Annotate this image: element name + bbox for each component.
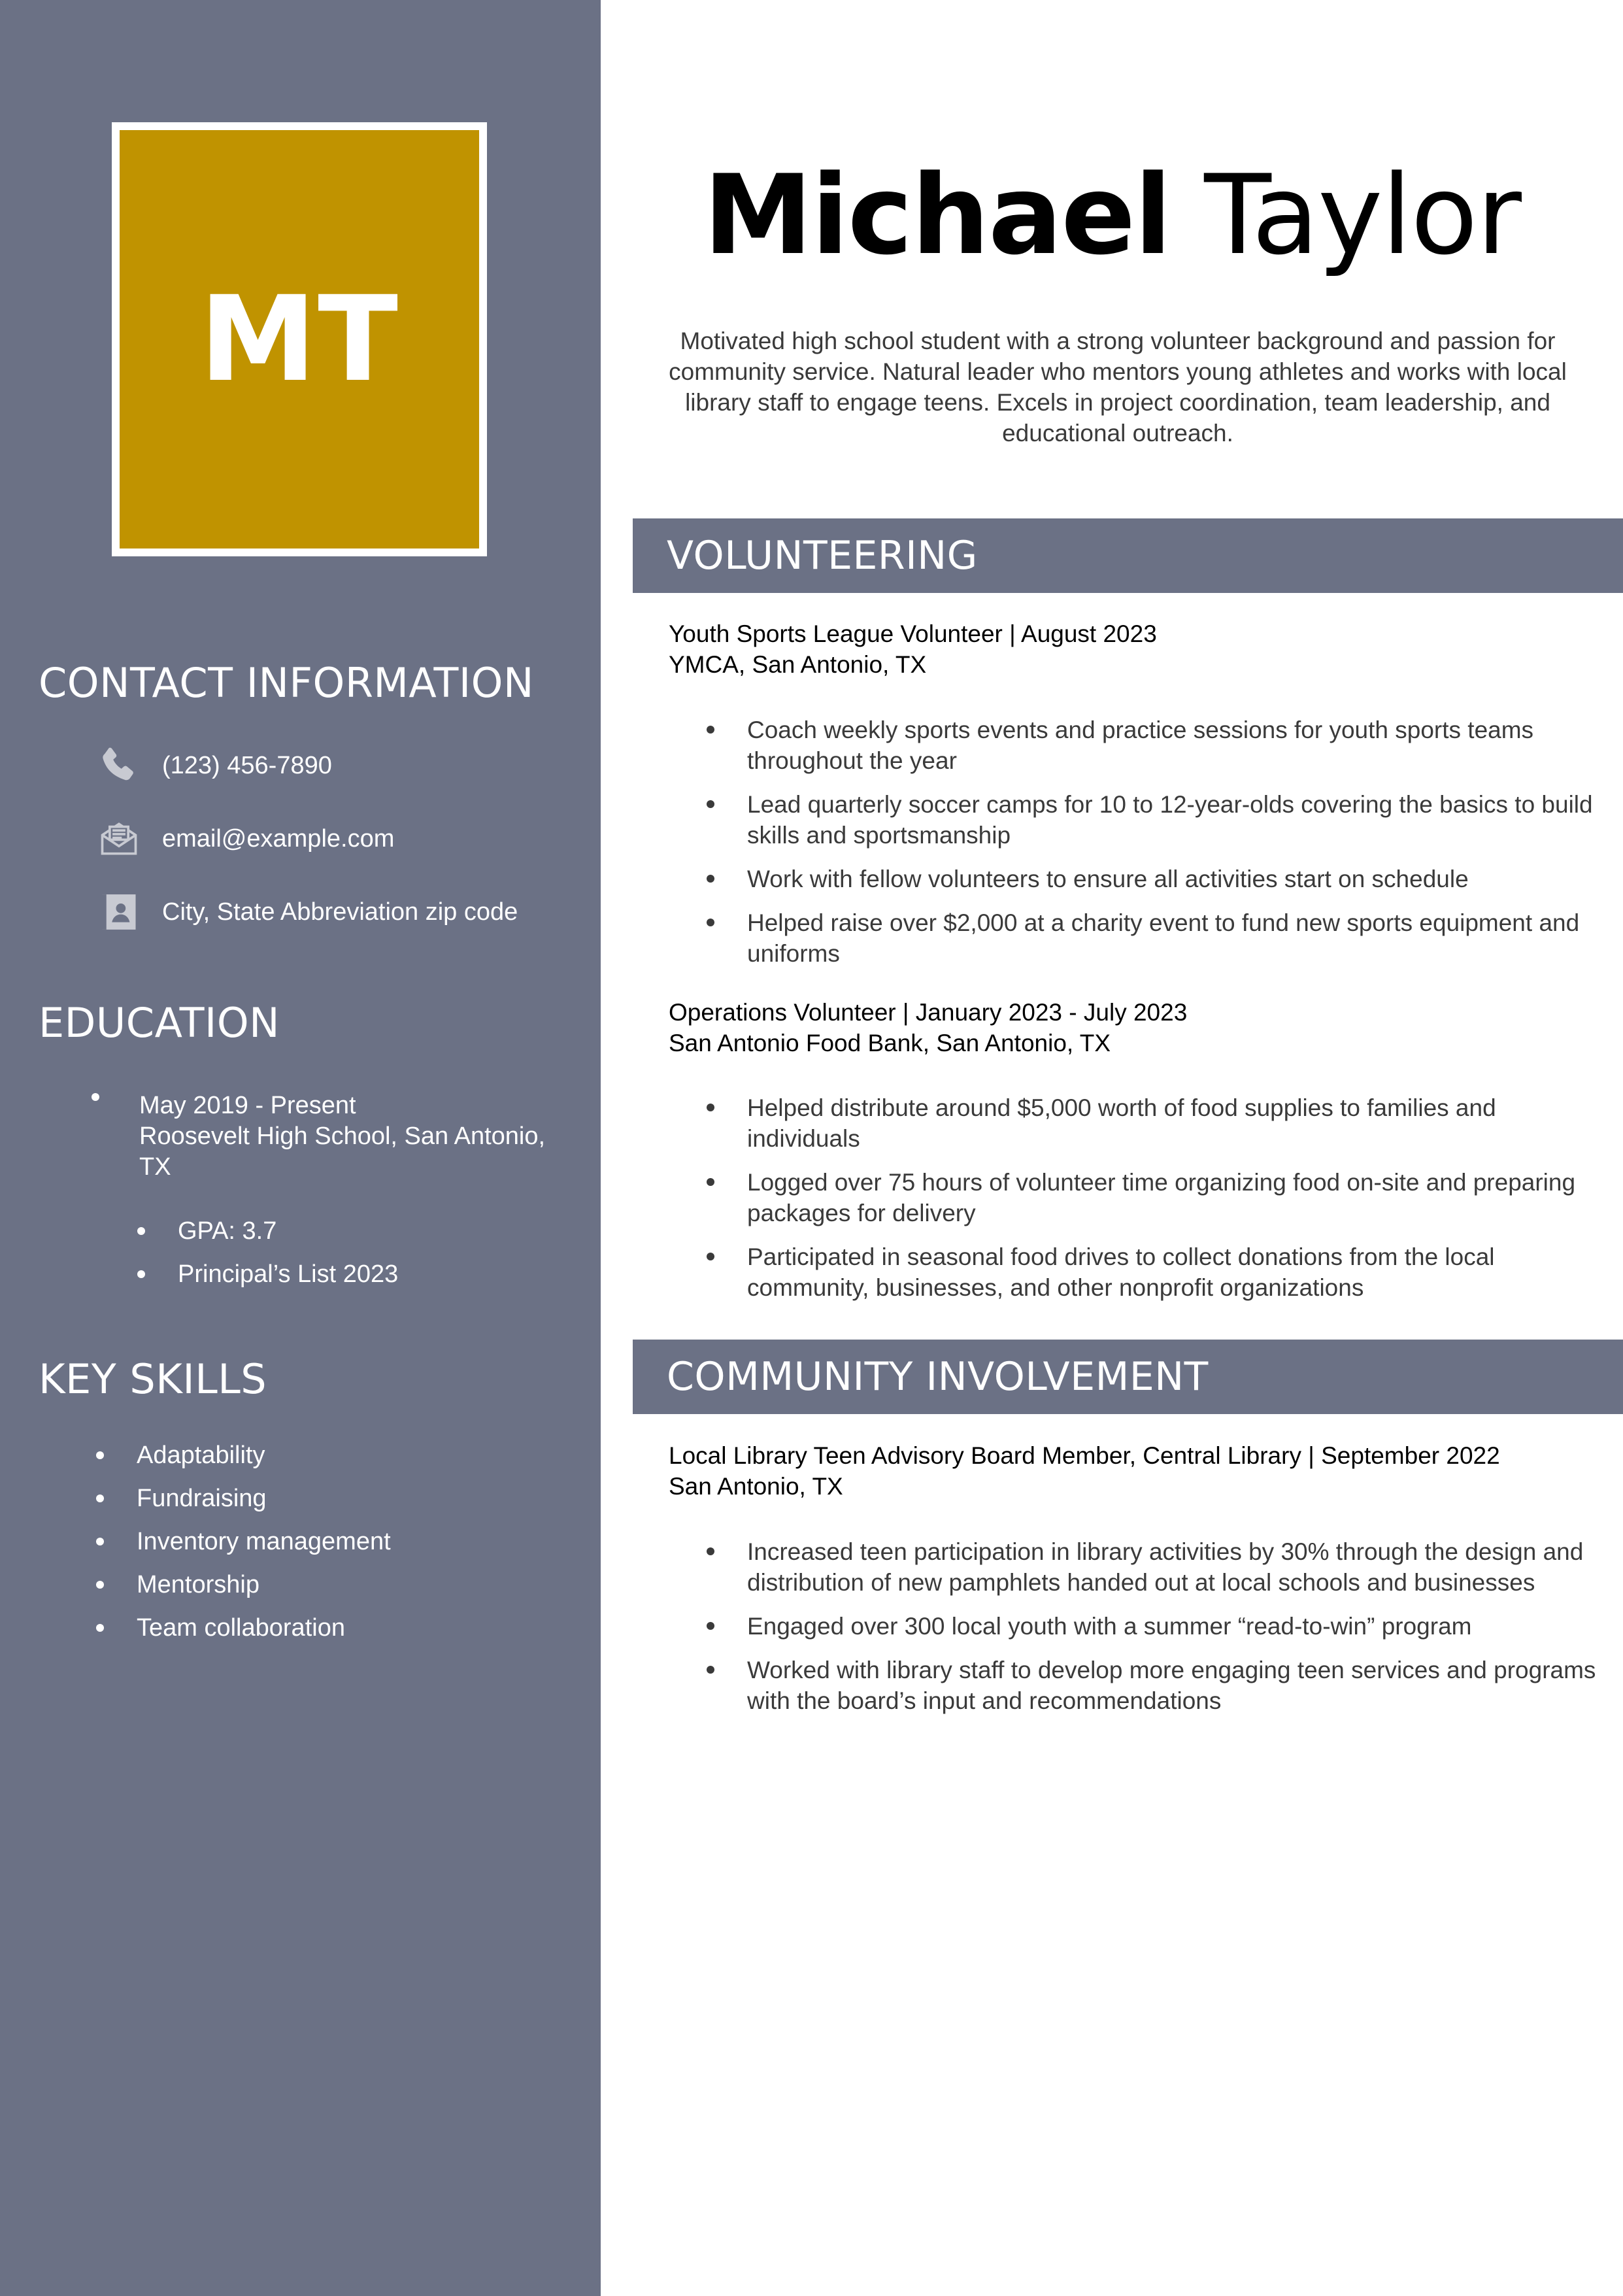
honor-text: Principal’s List 2023 <box>178 1260 399 1288</box>
education-dates: May 2019 - Present <box>139 1092 356 1119</box>
education-heading: EDUCATION <box>39 999 280 1047</box>
job-location: YMCA, San Antonio, TX <box>669 651 927 678</box>
job-bullets <box>669 1092 1597 1316</box>
education-entry <box>92 1090 571 1183</box>
skill-text: Inventory management <box>137 1528 391 1555</box>
contact-address <box>97 890 518 934</box>
skill-text: Mentorship <box>137 1571 259 1598</box>
email-text: email@example.com <box>162 824 395 853</box>
job-header <box>669 618 1597 680</box>
job-location: San Antonio Food Bank, San Antonio, TX <box>669 1030 1111 1056</box>
skill-text: Fundraising <box>137 1485 267 1512</box>
address-text: City, State Abbreviation zip code <box>162 898 518 926</box>
list-item: Logged over 75 hours of volunteer time organizing food on-site and preparing packages for delivery <box>669 1167 1597 1228</box>
list-item: Participated in seasonal food drives to collect donations from the local community, businesses, and other nonprofit organizations <box>669 1241 1597 1303</box>
phone-icon <box>97 743 141 788</box>
list-item: Lead quarterly soccer camps for 10 to 12-year-olds covering the basics to build skills and sportsmanship <box>669 789 1597 851</box>
first-name: Michael <box>703 151 1171 279</box>
skills-heading: KEY SKILLS <box>39 1355 267 1403</box>
skill-text: Adaptability <box>137 1442 265 1469</box>
job-title: Local Library Teen Advisory Board Member, Central Library | September 2022 <box>669 1442 1500 1469</box>
last-name: Taylor <box>1204 151 1520 279</box>
job-bullets <box>669 1536 1597 1729</box>
contact-phone <box>97 743 332 788</box>
job-bullets <box>669 715 1597 982</box>
list-item: Helped raise over $2,000 at a charity event to fund new sports equipment and uniforms <box>669 907 1597 969</box>
list-item: Helped distribute around $5,000 worth of food supplies to families and individuals <box>669 1092 1597 1154</box>
job-title: Youth Sports League Volunteer | August 2023 <box>669 620 1157 647</box>
monogram: MT <box>120 130 479 549</box>
candidate-name <box>601 151 1623 279</box>
list-item: Coach weekly sports events and practice sessions for youth sports teams throughout the year <box>669 715 1597 776</box>
address-card-icon <box>97 890 141 934</box>
job-header <box>669 1440 1597 1502</box>
list-item: Worked with library staff to develop more engaging teen services and programs with the board’s input and recommendations <box>669 1655 1597 1716</box>
gpa-text: GPA: 3.7 <box>178 1217 277 1245</box>
job-location: San Antonio, TX <box>669 1473 843 1500</box>
education-school: Roosevelt High School, San Antonio, TX <box>139 1123 546 1181</box>
job-title: Operations Volunteer | January 2023 - July 2023 <box>669 999 1188 1026</box>
email-icon <box>97 817 141 861</box>
volunteering-heading: VOLUNTEERING <box>633 518 1623 593</box>
phone-text: (123) 456-7890 <box>162 751 332 779</box>
bullet <box>92 1093 99 1101</box>
skill-text: Team collaboration <box>137 1614 345 1642</box>
contact-heading: CONTACT INFORMATION <box>39 659 534 707</box>
list-item: Work with fellow volunteers to ensure all activities start on schedule <box>669 864 1597 894</box>
monogram-frame <box>112 122 487 556</box>
list-item: Increased teen participation in library activities by 30% through the design and distribution of new pamphlets handed out at local schools and businesses <box>669 1536 1597 1598</box>
summary: Motivated high school student with a strong volunteer background and passion for community service. Natural leader who mentors young athletes and works with local library staff to engage teens. Excels in project coordination, team leadership, and educational outreach. <box>669 328 1567 447</box>
contact-email <box>97 817 394 861</box>
job-header <box>669 997 1597 1058</box>
sidebar <box>0 0 601 2296</box>
community-heading: COMMUNITY INVOLVEMENT <box>633 1340 1623 1414</box>
list-item: Engaged over 300 local youth with a summer “read-to-win” program <box>669 1611 1597 1642</box>
